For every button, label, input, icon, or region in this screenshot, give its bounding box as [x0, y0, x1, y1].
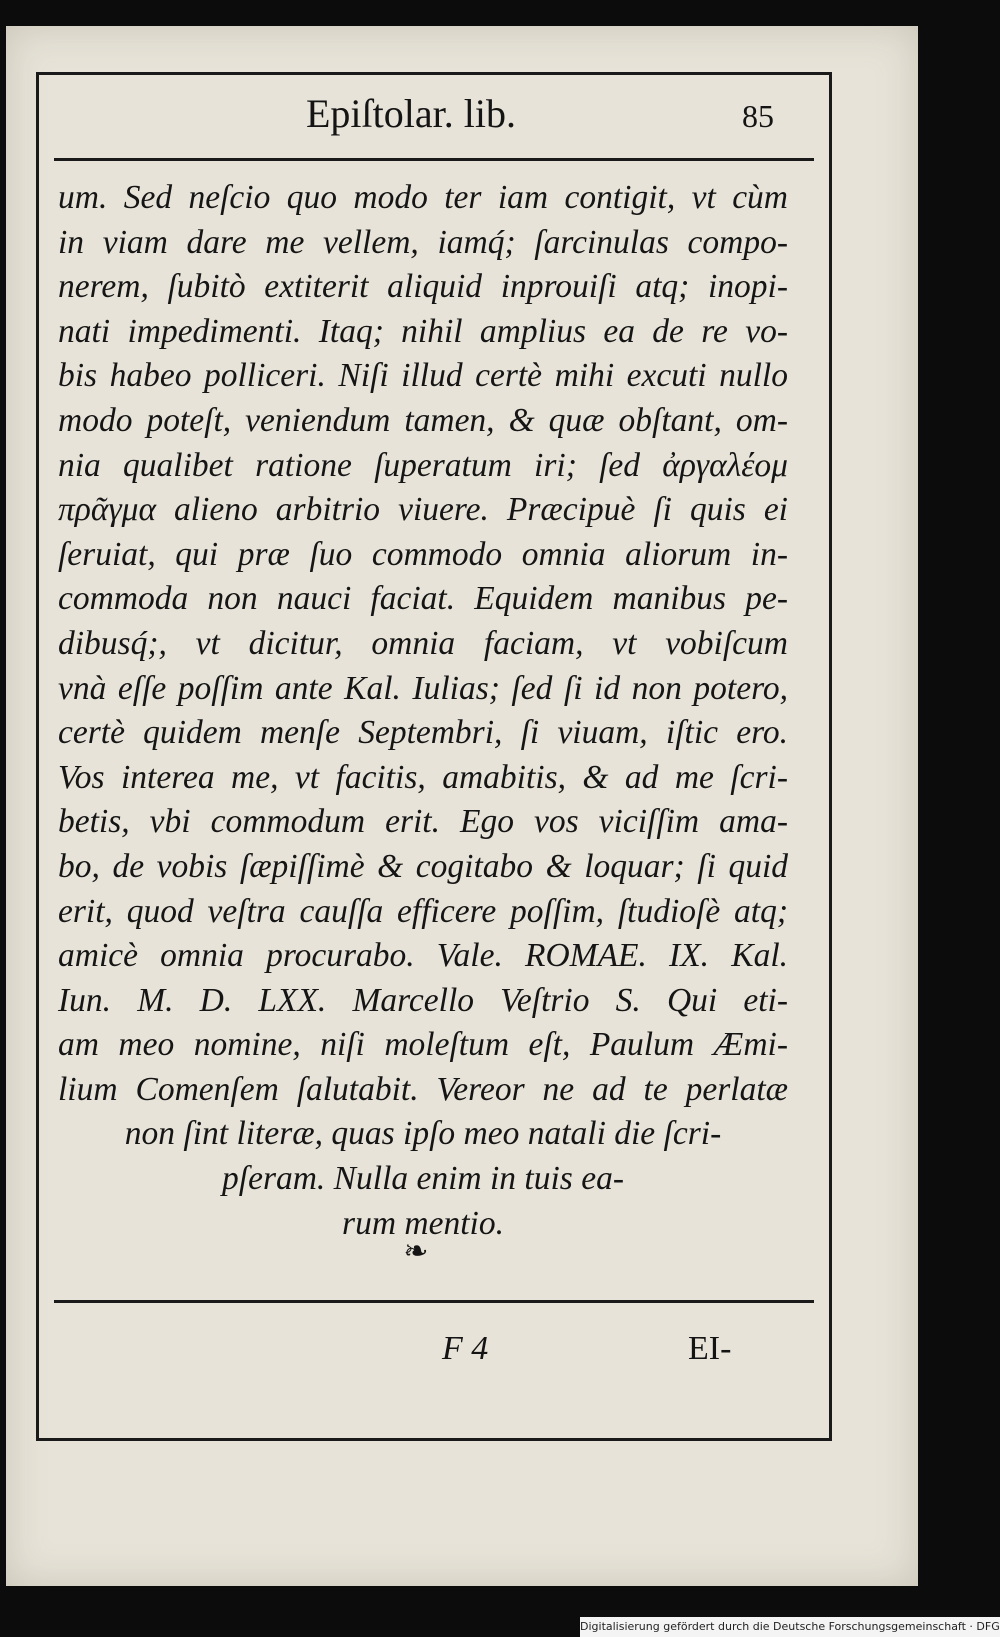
catchword: EI-	[688, 1330, 732, 1367]
text-line: nia qualibet ratione ſuperatum iri; ſed ἀργαλέομ	[58, 446, 788, 484]
text-line: am meo nomine, niſi moleſtum eſt, Paulum Æmi-	[58, 1026, 788, 1064]
text-line: Vos interea me, vt facitis, amabitis, & ad me ſcri-	[58, 758, 788, 796]
signature-mark: F 4	[442, 1330, 489, 1367]
text-line: nerem, ſubitò extiterit aliquid inprouiſi atq; inopi-	[58, 268, 788, 306]
digitization-credit: Digitalisierung gefördert durch die Deutsche Forschungsgemeinschaft · DFG	[580, 1617, 1000, 1637]
text-line: dibusq́;, vt dicitur, omnia faciam, vt vobiſcum	[58, 624, 788, 662]
footer-rule	[54, 1300, 814, 1303]
text-line: non ſint literæ, quas ipſo meo natali die ſcri-	[124, 1115, 722, 1153]
book-page	[6, 26, 918, 1586]
top-rule	[36, 72, 832, 75]
text-line: betis, vbi commodum erit. Ego vos viciſſim ama-	[58, 803, 788, 841]
text-line: amicè omnia procurabo. Vale. ROMAE. IX. Kal.	[58, 937, 788, 975]
text-line: erit, quod veſtra cauſſa efficere poſſim, ſtudioſè atq;	[58, 892, 788, 930]
text-line: rum mentio.	[342, 1204, 504, 1242]
text-line: ſeruiat, qui præ ſuo commodo omnia aliorum in-	[58, 535, 788, 573]
text-line: lium Comenſem ſalutabit. Vereor ne ad te perlatæ	[58, 1070, 788, 1108]
text-line: pſeram. Nulla enim in tuis ea-	[222, 1160, 624, 1198]
text-line: um. Sed neſcio quo modo ter iam contigit, vt cùm	[58, 179, 788, 216]
text-line: modo poteſt, veniendum tamen, & quæ obſtant, om-	[58, 401, 788, 439]
bottom-rule	[36, 1438, 832, 1441]
text-line: bo, de vobis ſæpiſſimè & cogitabo & loquar; ſi quid	[58, 847, 788, 885]
text-line: in viam dare me vellem, iamq́; ſarcinulas compo-	[58, 223, 788, 261]
header-rule	[54, 158, 814, 161]
text-line: πρᾶγμα alieno arbitrio viuere. Præcipuè ſi quis ei	[58, 491, 788, 529]
letter-text	[58, 176, 788, 1246]
text-line: vnà eſſe poſſim ante Kal. Iulias; ſed ſi id non potero,	[58, 669, 788, 707]
page-number: 85	[742, 98, 774, 134]
text-line: nati impedimenti. Itaq; nihil amplius ea de re vo-	[58, 312, 788, 350]
text-line: certè quidem menſe Septembri, ſi viuam, iſtic ero.	[58, 714, 788, 752]
text-line: bis habeo polliceri. Niſi illud certè mihi excuti nullo	[58, 357, 788, 395]
running-head: Epiſtolar. lib.	[306, 91, 516, 136]
text-line: Iun. M. D. LXX. Marcello Veſtrio S. Qui eti-	[58, 981, 788, 1019]
fleuron-icon: ❧	[403, 1235, 429, 1268]
text-line: commoda non nauci faciat. Equidem manibus pe-	[58, 580, 788, 618]
